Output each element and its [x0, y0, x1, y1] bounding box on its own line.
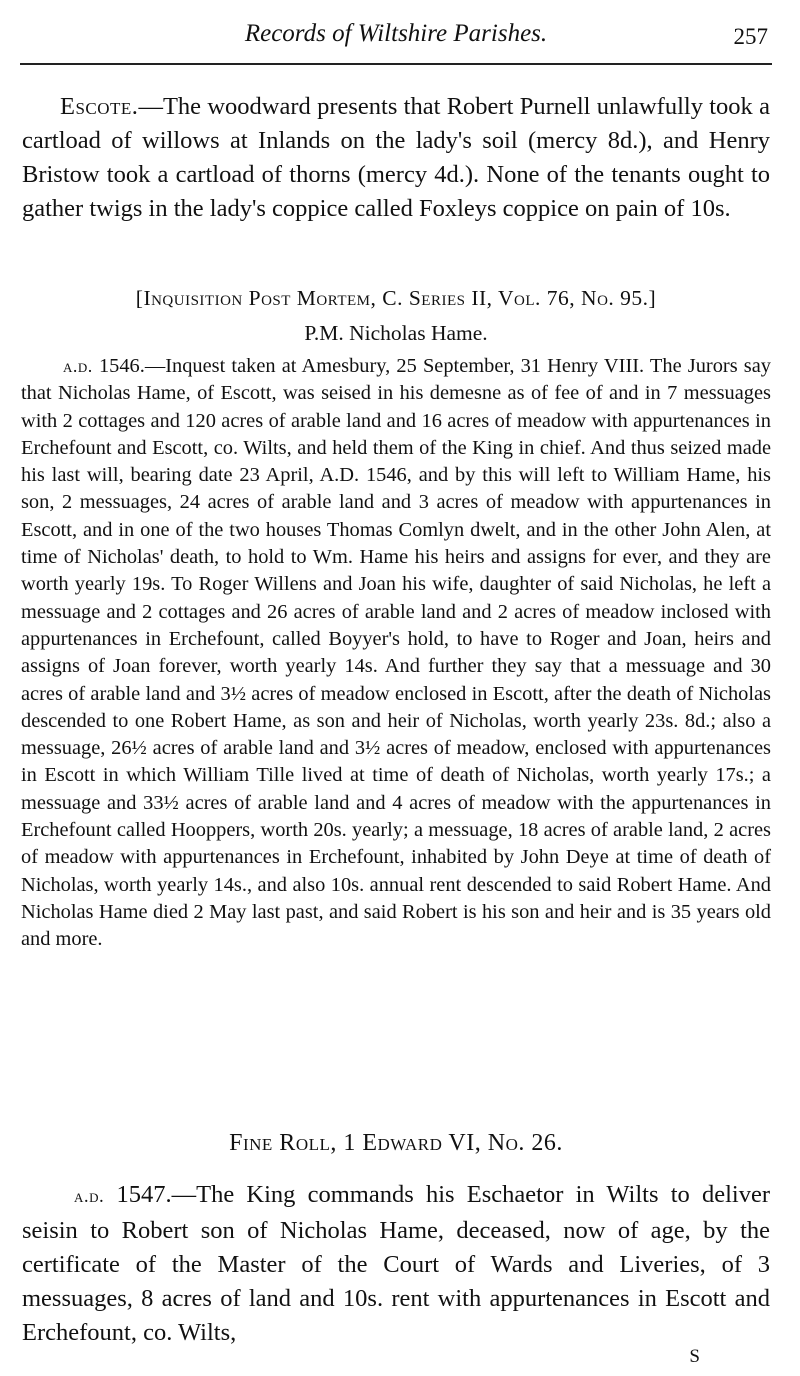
inquisition-text: 1546.—Inquest taken at Amesbury, 25 September, 31 Henry VIII. The Jurors say that Nicholas Hame, of Escott, was seised in his demesne as of fee of and in 7 messuages with 2 cottages and 120 acres of arable land and 16 acres of meadow with appurtenances in Erchefount and Escott, co. Wilts, and held them of the King in chief. And thus seized made his last will, bearing date 23 April, A.D. 1546, and by this will left to William Hame, his son, 2 messuages, 24 acres of arable land and 3 acres of meadow with appurtenances in Escott, and in one of the two houses Thomas Comlyn dwelt, and in the other John Alen, at time of Nicholas' death, to hold to Wm. Hame his heirs and assigns for ever, and they are worth yearly 19s. To Roger Willens and Joan his wife, daughter of said Nicholas, he left a messuage and 2 cottages and 26 acres of arable land and 2 acres of meadow inclosed with appurtenances in Erchefount, called Boyyer's hold, to have to Roger and Joan, heirs and assigns of Joan forever, worth yearly 14s. And further they say that a messuage and 30 acres of arable land and 3½ acres of meadow enclosed in Escott, after the death of Nicholas descended to one Robert Hame, as son and heir of Nicholas, worth yearly 23s. 8d.; also a messuage, 26½ acres of arable land and 3½ acres of meadow, enclosed with appurtenances in Escott in which William Tille lived at time of death of Nicholas, worth yearly 17s.; a messuage and 33½ acres of arable land and 4 acres of meadow with the appurtenances in Erchefount called Hooppers, worth 20s. yearly; a messuage, 18 acres of arable land, 2 acres of meadow with appurtenances in Erchefount, inhabited by John Deye at time of death of Nicholas, worth yearly 14s., and also 10s. annual rent descended to said Robert Hame. And Nicholas Hame died 2 May last past, and said Robert is his son and heir and is 35 years old and more. [21, 355, 771, 951]
header-rule [20, 63, 772, 65]
fine-roll-heading [20, 1126, 772, 1160]
escote-label: Escote. [60, 93, 139, 120]
inquisition-heading-text: [Inquisition Post Mortem, C. Series II, Vol. 76, No. 95.] [135, 286, 657, 310]
fine-roll-paragraph [22, 1178, 770, 1350]
inquisition-date-label: a.d. [63, 356, 93, 376]
inquisition-subheading-text: P.M. Nicholas Hame. [304, 321, 488, 345]
running-title: Records of Wiltshire Parishes. [244, 20, 548, 47]
fine-roll-text: 1547.—The King commands his Eschaetor in Wilts to deliver seisin to Robert son of Nicholas Hame, deceased, now of age, by the certificate of the Master of the Court of Wards and Liveries, of 3 messuages, 8 acres of land and 10s. rent with appurtenances in Escott and Erchefount, co. Wilts, [22, 1181, 770, 1346]
signature-mark: S [689, 1346, 700, 1367]
fine-roll-date-label: a.d. [74, 1186, 105, 1207]
page-number: 257 [733, 24, 768, 49]
inquisition-paragraph [21, 353, 771, 954]
escote-paragraph [22, 90, 770, 226]
running-head [20, 18, 772, 54]
inquisition-subheading [20, 318, 772, 348]
inquisition-heading [20, 283, 772, 313]
book-page [20, 0, 772, 1376]
fine-roll-heading-text: Fine Roll, 1 Edward VI, No. 26. [229, 1130, 563, 1156]
escote-text: —The woodward presents that Robert Purnell unlawfully took a cartload of willows at Inlands on the lady's soil (mercy 8d.), and Henry Bristow took a cartload of thorns (mercy 4d.). None of the tenants ought to gather twigs in the lady's coppice called Foxleys coppice on pain of 10s. [22, 93, 770, 222]
